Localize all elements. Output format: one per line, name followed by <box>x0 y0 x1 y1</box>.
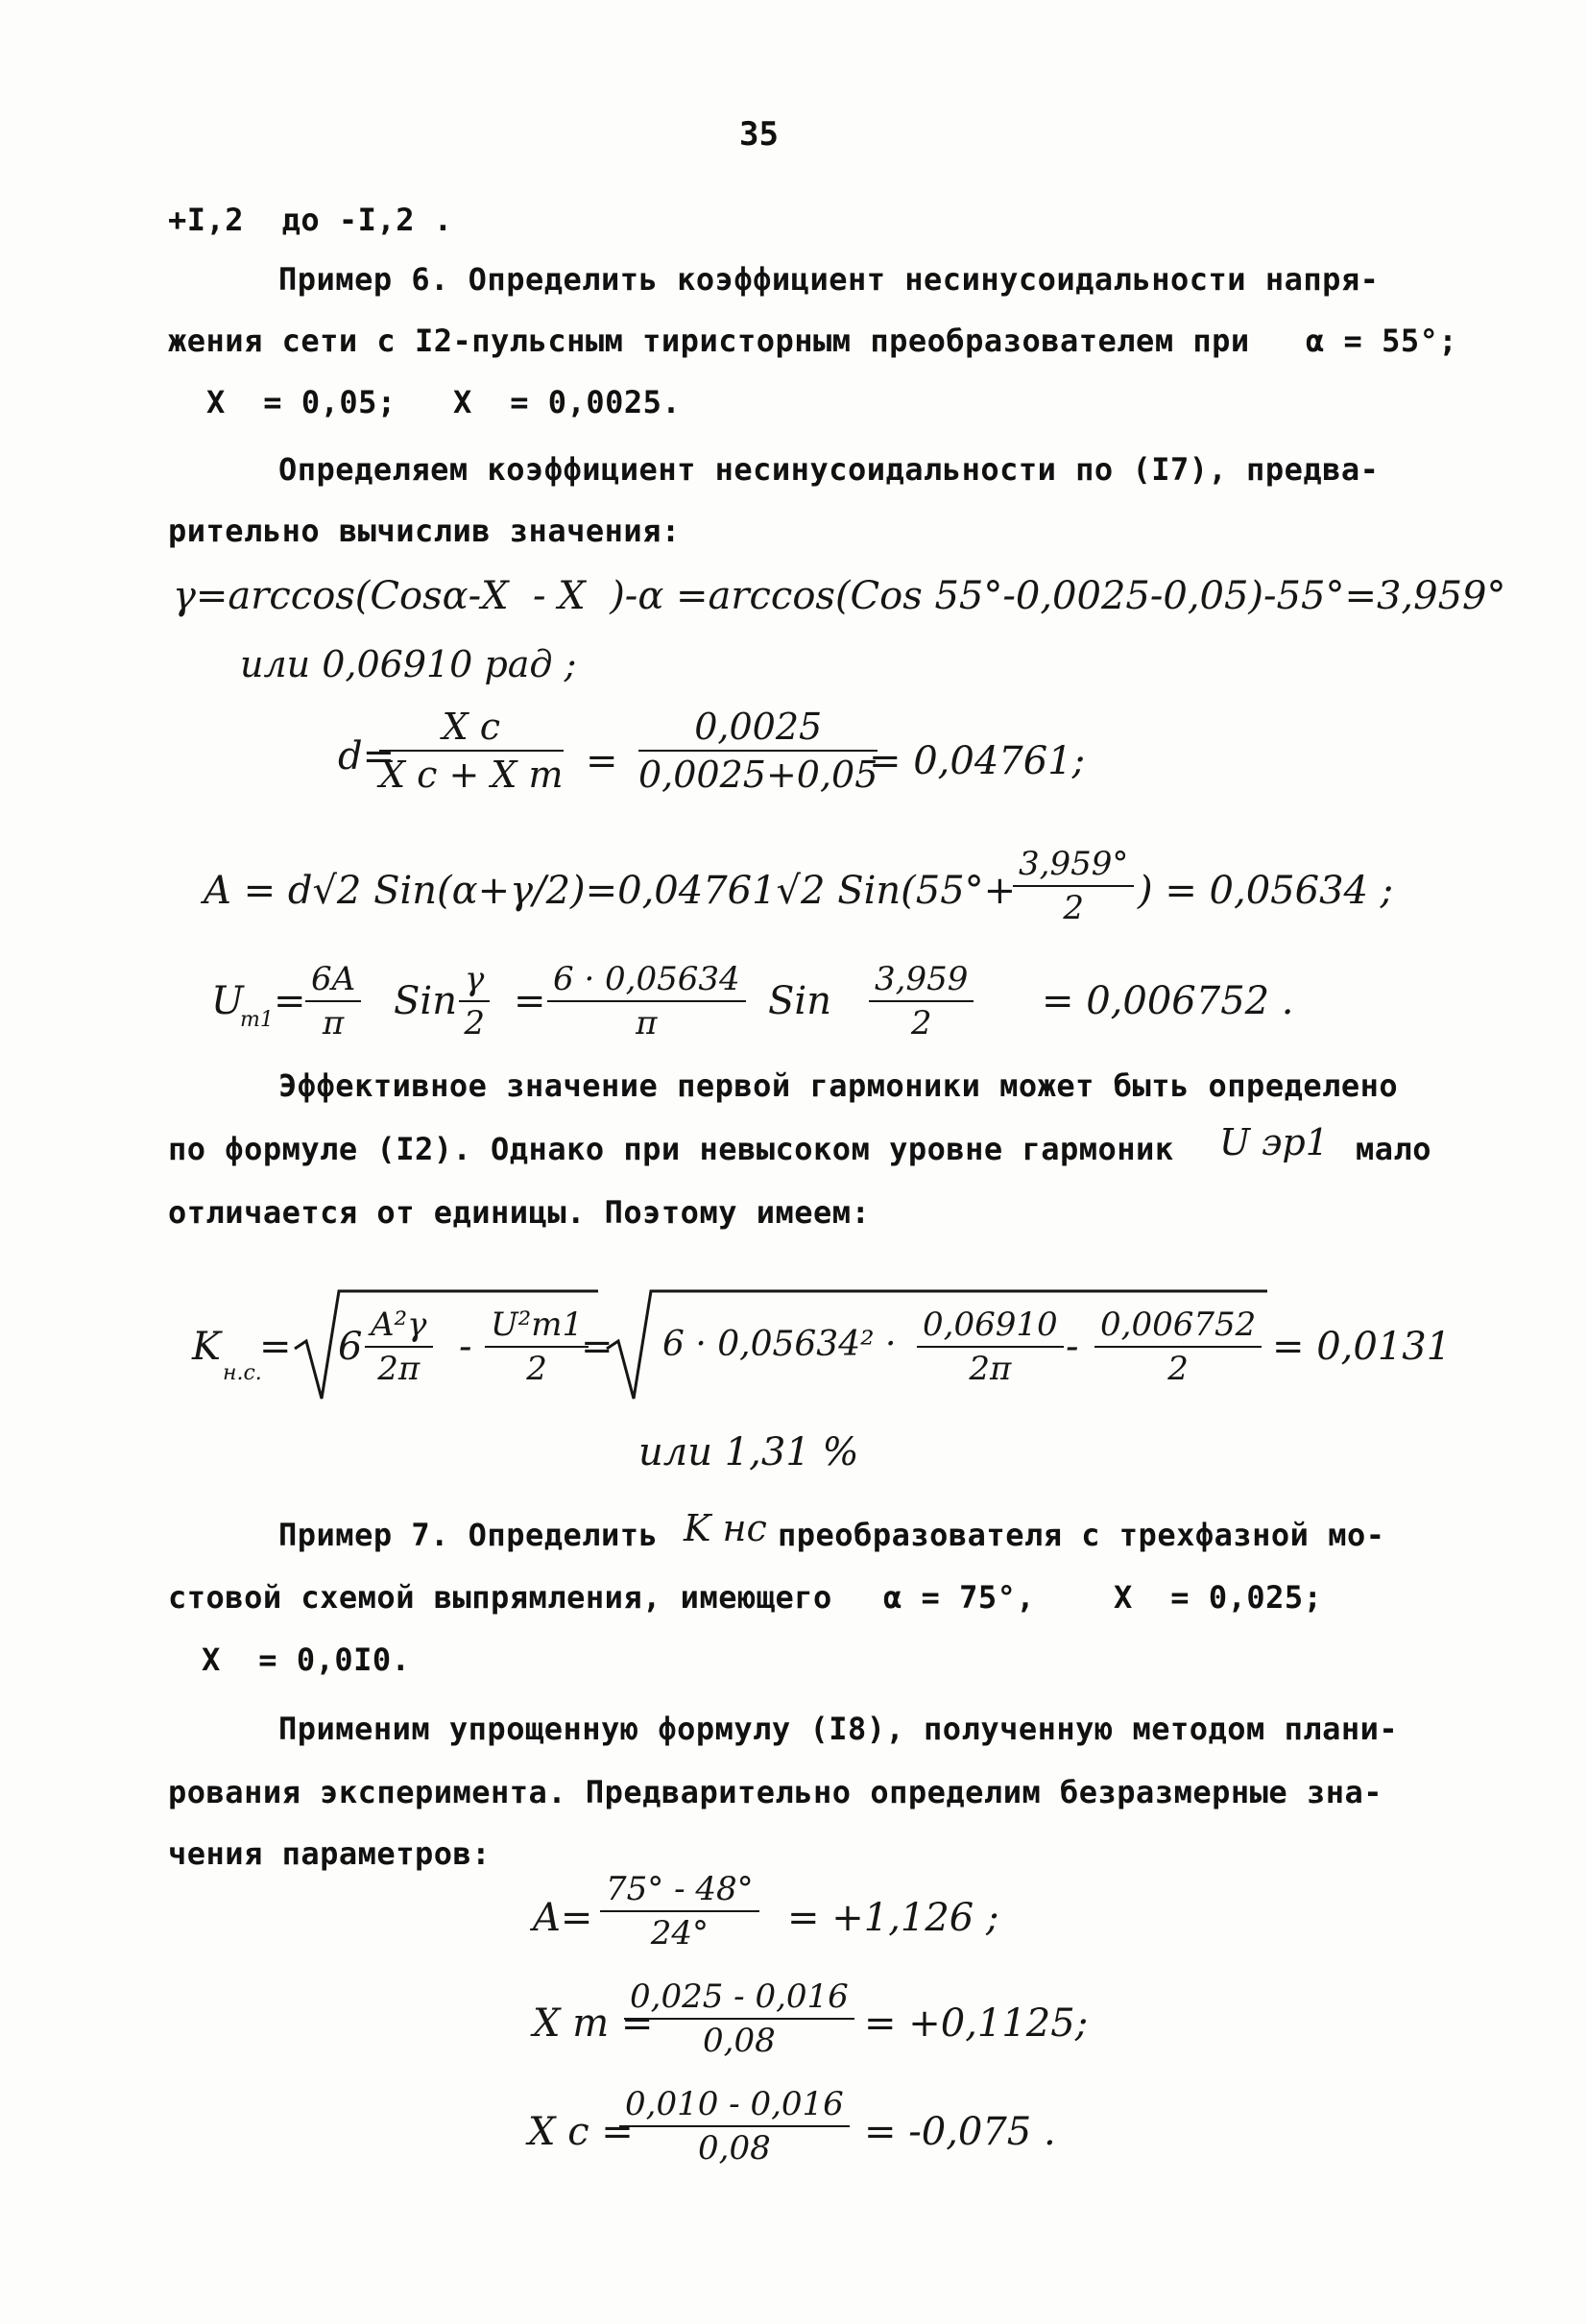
d-numerator: X c <box>379 706 564 752</box>
text-line: Определяем коэффициент несинусоидальности по (I7), предва- <box>278 451 1380 488</box>
K-subscript: н.с. <box>223 1361 262 1385</box>
U-lhs: U <box>211 979 244 1023</box>
U-frac4-num: 3,959 <box>869 960 974 1002</box>
K-mid-fraction <box>917 1306 1064 1388</box>
K-mid2-den: 2 <box>1167 1350 1189 1388</box>
d-result: = 0,04761; <box>869 739 1086 783</box>
A-fraction-numerator: 3,959° <box>1013 845 1134 887</box>
K-lhs: K <box>192 1325 221 1369</box>
A2-denominator: 24° <box>650 1914 709 1953</box>
K-equals-2: = <box>581 1325 613 1369</box>
XT-result: = +0,1125; <box>864 2001 1089 2046</box>
XT-fraction <box>624 1977 854 2060</box>
d-fraction-values <box>638 706 878 796</box>
XC-denominator: 0,08 <box>698 2129 771 2168</box>
XC-result: = -0,075 . <box>864 2110 1056 2154</box>
K-inner1-num: A²γ <box>365 1306 433 1348</box>
U-fraction-4 <box>869 960 974 1042</box>
d-denominator-value: 0,0025+0,05 <box>638 754 878 796</box>
U-subscript: m1 <box>240 1008 274 1032</box>
K-percent: или 1,31 % <box>638 1430 859 1474</box>
K-inner1-den: 2π <box>377 1350 421 1388</box>
K-nc-symbol: K нс <box>684 1507 767 1549</box>
U-fraction-1 <box>305 960 361 1042</box>
K-mid-den: 2π <box>969 1350 1012 1388</box>
d-lhs: d= <box>338 734 396 779</box>
U-frac2-num: γ <box>459 960 490 1002</box>
U-sin-2: Sin <box>768 979 831 1023</box>
text-line: α = 55°; <box>1306 323 1458 359</box>
d-equals: = <box>586 739 618 783</box>
XT-lhs: X т = <box>533 2001 654 2046</box>
XC-numerator: 0,010 - 0,016 <box>619 2085 850 2127</box>
U-equals: = <box>274 979 306 1023</box>
text-line: рования эксперимента. Предварительно определим безразмерные зна- <box>168 1774 1383 1810</box>
K-inner-fraction-2 <box>485 1306 589 1388</box>
K-minus-2: - <box>1066 1325 1079 1369</box>
K-mid-fraction-2 <box>1094 1306 1262 1388</box>
A2-fraction <box>600 1870 759 1953</box>
text-line: чения параметров: <box>168 1835 492 1872</box>
U-frac2-den: 2 <box>464 1004 485 1042</box>
A2-lhs: A= <box>533 1896 593 1940</box>
U-equals-2: = <box>514 979 546 1023</box>
A-formula: A = d√2 Sin(α+γ/2)=0,04761√2 Sin(55°+ <box>204 869 1017 913</box>
XC-fraction <box>619 2085 850 2168</box>
U-fraction-3 <box>547 960 746 1042</box>
U-frac3-den: π <box>636 1004 658 1042</box>
A-result: ) = 0,05634 ; <box>1138 869 1394 913</box>
U-frac4-den: 2 <box>910 1004 932 1042</box>
XT-denominator: 0,08 <box>703 2022 776 2060</box>
K-mid-six: 6 · 0,05634² · <box>662 1325 897 1364</box>
d-numerator-value: 0,0025 <box>638 706 878 752</box>
text-line: X = 0,05; X = 0,0025. <box>206 384 682 420</box>
text-line: Эффективное значение первой гармоники может быть определено <box>278 1067 1399 1104</box>
U-sin: Sin <box>394 979 457 1023</box>
U-ep1-symbol: U эр1 <box>1219 1121 1329 1163</box>
radian-value: или 0,06910 рад ; <box>240 643 577 685</box>
page-number: 35 <box>739 115 779 154</box>
d-fraction <box>379 706 564 796</box>
text-line: α = 75°, <box>883 1579 1036 1616</box>
A2-result: = +1,126 ; <box>787 1896 999 1940</box>
text-line: по формуле (I2). Однако при невысоком уровне гармоник <box>168 1131 1174 1167</box>
text-line: +I,2 до -I,2 . <box>168 202 453 238</box>
d-denominator: X c + X т <box>379 754 564 796</box>
K-mid-num: 0,06910 <box>917 1306 1064 1348</box>
K-result: = 0,0131 <box>1272 1325 1452 1369</box>
U-fraction-2 <box>459 960 490 1042</box>
K-equals: = <box>259 1325 292 1369</box>
K-mid2-num: 0,006752 <box>1094 1306 1262 1348</box>
U-frac1-num: 6A <box>305 960 361 1002</box>
A-fraction <box>1013 845 1134 927</box>
text-line: преобразователя с трехфазной мо- <box>778 1517 1385 1553</box>
text-line: Применим упрощенную формулу (I8), полученную методом плани- <box>278 1711 1399 1747</box>
K-minus: - <box>459 1325 472 1369</box>
text-line: рительно вычислив значения: <box>168 513 681 549</box>
K-inner2-den: 2 <box>526 1350 547 1388</box>
U-frac1-den: π <box>322 1004 345 1042</box>
text-line: стовой схемой выпрямления, имеющего <box>168 1579 832 1616</box>
A-fraction-denominator: 2 <box>1063 889 1084 927</box>
U-frac3-num: 6 · 0,05634 <box>547 960 746 1002</box>
text-line: мало <box>1356 1131 1432 1167</box>
text-line: жения сети с I2-пульсным тиристорным преобразователем при <box>168 323 1250 359</box>
A2-numerator: 75° - 48° <box>600 1870 759 1912</box>
text-line: X = 0,025; <box>1114 1579 1323 1616</box>
gamma-formula: γ=arccos(Cosα-X - X )-α =arccos(Cos 55°-0,0025-0,05)-55°=3,959° <box>173 574 1506 618</box>
K-inner-fraction-1 <box>365 1306 433 1388</box>
XC-lhs: X c = <box>528 2110 634 2154</box>
text-line: X = 0,0I0. <box>202 1641 411 1678</box>
XT-numerator: 0,025 - 0,016 <box>624 1977 854 2020</box>
K-inner2-num: U²m1 <box>485 1306 589 1348</box>
U-result: = 0,006752 . <box>1042 979 1294 1023</box>
text-line: отличается от единицы. Поэтому имеем: <box>168 1194 871 1231</box>
text-line: Пример 7. Определить <box>278 1517 659 1553</box>
text-line: Пример 6. Определить коэффициент несинусоидальности напря- <box>278 261 1380 298</box>
K-six: 6 <box>338 1325 363 1369</box>
